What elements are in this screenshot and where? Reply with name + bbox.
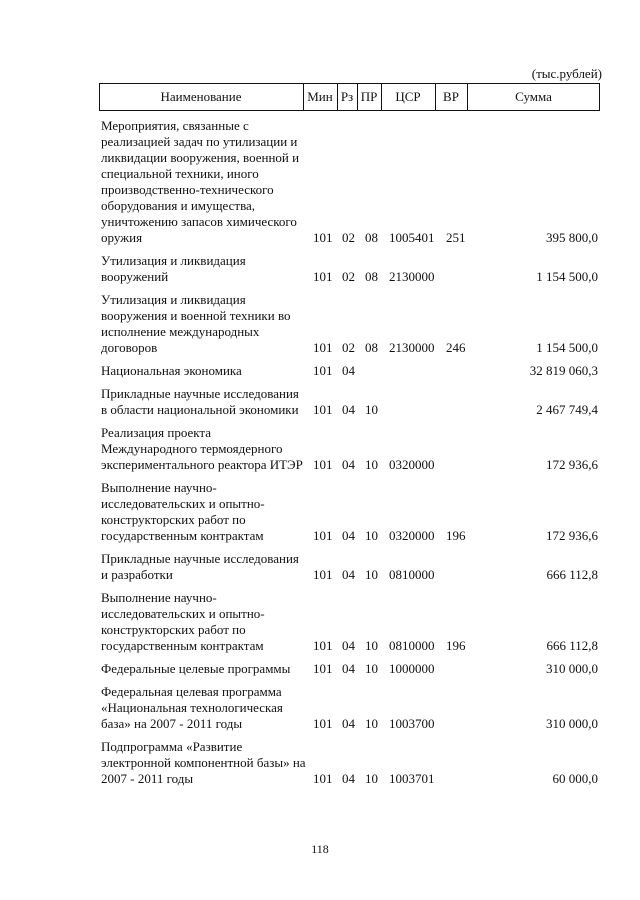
- row-sum: 666 112,8: [546, 638, 598, 653]
- table-row: [0, 739, 640, 787]
- row-rz: 02: [342, 340, 355, 355]
- row-vr: 196: [446, 638, 466, 653]
- row-csr: 0320000: [389, 528, 435, 543]
- units-label: (тыс.рублей): [531, 66, 602, 81]
- header-vr: ВР: [443, 89, 459, 104]
- row-csr: 1005401: [389, 230, 435, 245]
- row-sum: 172 936,6: [546, 457, 598, 472]
- row-name: Утилизация и ликвидация вооружений: [101, 253, 246, 284]
- row-pr: 10: [365, 716, 378, 731]
- row-pr: 10: [365, 457, 378, 472]
- row-min: 101: [313, 340, 333, 355]
- table-divider: [435, 83, 436, 111]
- table-row: [0, 661, 640, 677]
- header-name: Наименование: [160, 89, 242, 104]
- row-sum: 310 000,0: [546, 716, 598, 731]
- table-body: [0, 118, 640, 794]
- row-pr: 10: [365, 402, 378, 417]
- header-rz: Рз: [340, 89, 354, 104]
- table-row: [0, 684, 640, 732]
- row-sum: 666 112,8: [546, 567, 598, 582]
- table-row: [0, 292, 640, 356]
- row-name: Выполнение научно-исследовательских и опытно-конструкторских работ по государственным контрактам: [101, 590, 265, 653]
- table-row: [0, 425, 640, 473]
- row-pr: 08: [365, 340, 378, 355]
- table-row: [0, 253, 640, 285]
- table-divider: [381, 83, 382, 111]
- header-min: Мин: [307, 89, 333, 104]
- row-pr: 10: [365, 528, 378, 543]
- row-pr: 10: [365, 771, 378, 786]
- row-name: Прикладные научные исследования в области национальной экономики: [101, 386, 299, 417]
- row-csr: 2130000: [389, 340, 435, 355]
- row-csr: 1003701: [389, 771, 435, 786]
- row-sum: 32 819 060,3: [529, 363, 598, 378]
- table-header: [99, 83, 600, 111]
- row-csr: 2130000: [389, 269, 435, 284]
- row-rz: 04: [342, 457, 355, 472]
- row-min: 101: [313, 230, 333, 245]
- row-min: 101: [313, 771, 333, 786]
- row-sum: 172 936,6: [546, 528, 598, 543]
- row-min: 101: [313, 638, 333, 653]
- table-row: [0, 590, 640, 654]
- table-divider: [357, 83, 358, 111]
- header-csr: ЦСР: [395, 89, 421, 104]
- row-sum: 1 154 500,0: [536, 269, 598, 284]
- row-rz: 04: [342, 771, 355, 786]
- row-csr: 0810000: [389, 638, 435, 653]
- table-row: [0, 363, 640, 379]
- row-sum: 2 467 749,4: [536, 402, 598, 417]
- table-row: [0, 480, 640, 544]
- row-vr: 196: [446, 528, 466, 543]
- row-rz: 04: [342, 638, 355, 653]
- row-pr: 08: [365, 230, 378, 245]
- row-sum: 310 000,0: [546, 661, 598, 676]
- row-name: Подпрограмма «Развитие электронной компонентной базы» на 2007 - 2011 годы: [101, 739, 306, 786]
- row-name: Федеральные целевые программы: [101, 661, 291, 676]
- row-rz: 02: [342, 230, 355, 245]
- row-pr: 10: [365, 661, 378, 676]
- row-min: 101: [313, 457, 333, 472]
- table-divider: [467, 83, 468, 111]
- table-divider: [303, 83, 304, 111]
- row-sum: 1 154 500,0: [536, 340, 598, 355]
- row-name: Мероприятия, связанные с реализацией задач по утилизации и ликвидации вооружения, военной и специальной техники, иного производственно-технического оборудования и имущества, уничтожению запасов химического оружия: [101, 118, 300, 245]
- row-name: Федеральная целевая программа «Национальная технологическая база» на 2007 - 2011 годы: [101, 684, 283, 731]
- row-rz: 04: [342, 528, 355, 543]
- row-rz: 04: [342, 402, 355, 417]
- row-min: 101: [313, 363, 333, 378]
- row-pr: 10: [365, 567, 378, 582]
- row-min: 101: [313, 716, 333, 731]
- row-name: Утилизация и ликвидация вооружения и военной техники во исполнение международных договоров: [101, 292, 291, 355]
- row-min: 101: [313, 661, 333, 676]
- row-pr: 08: [365, 269, 378, 284]
- row-vr: 246: [446, 340, 466, 355]
- row-rz: 04: [342, 716, 355, 731]
- row-name: Реализация проекта Международного термоядерного экспериментального реактора ИТЭР: [101, 425, 303, 472]
- row-csr: 1000000: [389, 661, 435, 676]
- row-name: Национальная экономика: [101, 363, 242, 378]
- row-min: 101: [313, 528, 333, 543]
- table-row: [0, 118, 640, 246]
- header-pr: ПР: [360, 89, 378, 104]
- row-rz: 04: [342, 363, 355, 378]
- table-divider: [599, 83, 600, 111]
- row-min: 101: [313, 402, 333, 417]
- table-divider: [99, 83, 100, 111]
- row-rz: 02: [342, 269, 355, 284]
- row-name: Прикладные научные исследования и разработки: [101, 551, 299, 582]
- table-row: [0, 551, 640, 583]
- row-pr: 10: [365, 638, 378, 653]
- table-row: [0, 386, 640, 418]
- row-min: 101: [313, 567, 333, 582]
- row-csr: 0810000: [389, 567, 435, 582]
- row-min: 101: [313, 269, 333, 284]
- row-csr: 0320000: [389, 457, 435, 472]
- header-sum: Сумма: [515, 89, 552, 104]
- row-name: Выполнение научно-исследовательских и опытно-конструкторских работ по государственным контрактам: [101, 480, 265, 543]
- row-sum: 60 000,0: [552, 771, 598, 786]
- row-sum: 395 800,0: [546, 230, 598, 245]
- row-csr: 1003700: [389, 716, 435, 731]
- row-vr: 251: [446, 230, 466, 245]
- table-divider: [337, 83, 338, 111]
- row-rz: 04: [342, 567, 355, 582]
- row-rz: 04: [342, 661, 355, 676]
- page-number: 118: [311, 842, 329, 856]
